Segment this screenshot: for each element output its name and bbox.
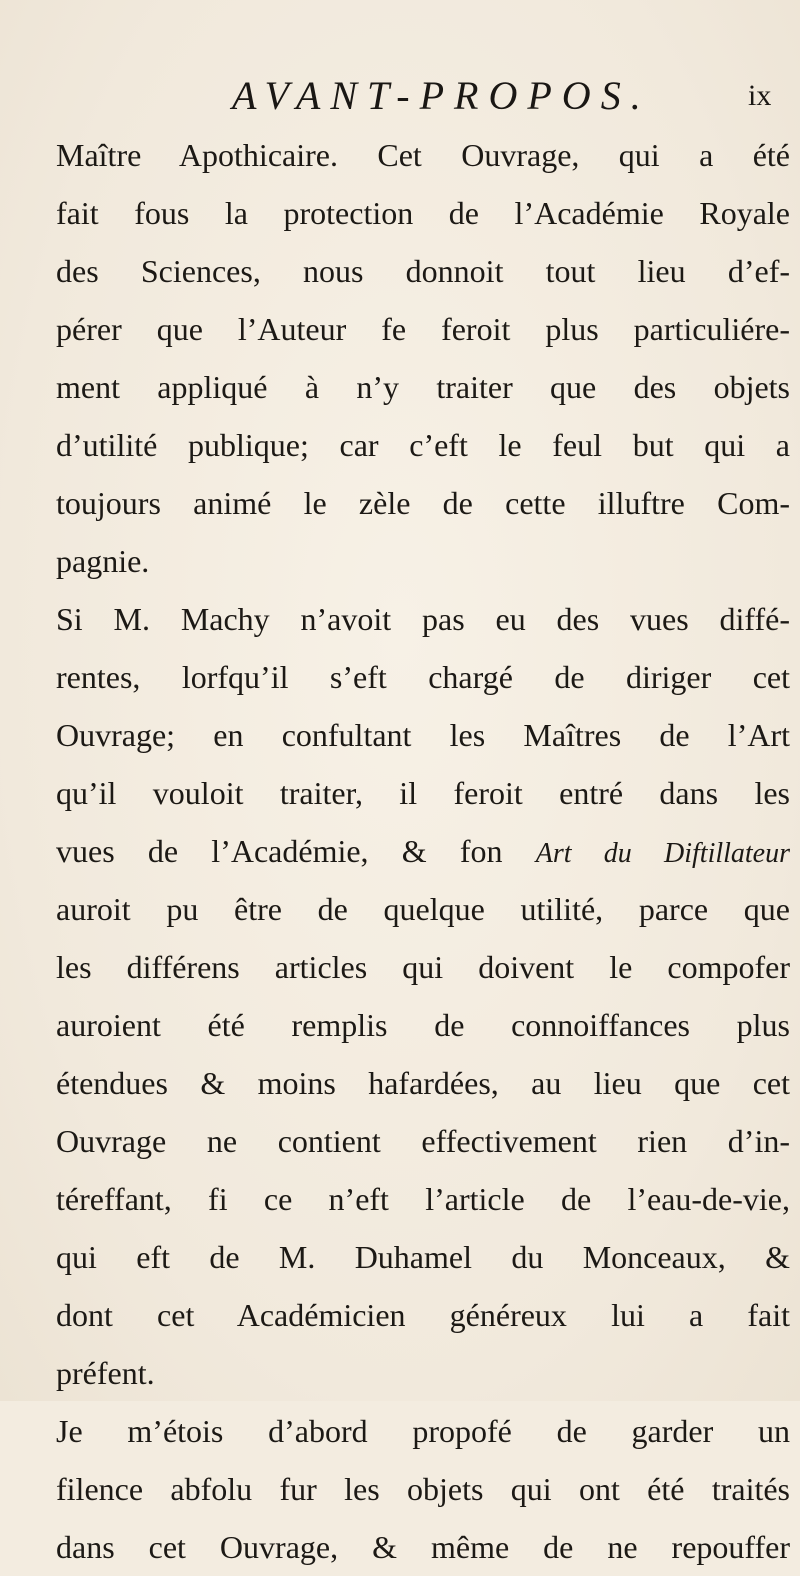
text-line: qu’il vouloit traiter, il feroit entré dans les	[56, 775, 790, 811]
text-line-paragraph-end: pagnie.	[56, 543, 150, 579]
text-line: étendues & moins hafardées, au lieu que cet	[56, 1065, 790, 1101]
text-line: dont cet Académicien généreux lui a fait	[56, 1297, 790, 1333]
text-line: d’utilité publique; car c’eft le feul but qui a	[56, 427, 790, 463]
text-line: dans cet Ouvrage, & même de ne repouffer	[56, 1529, 790, 1565]
text-line: les différens articles qui doivent le compofer	[56, 949, 790, 985]
text-line: des Sciences, nous donnoit tout lieu d’ef-	[56, 253, 790, 289]
text-line: auroient été remplis de connoiffances plus	[56, 1007, 790, 1043]
body-text	[56, 126, 790, 1576]
text-line: qui eft de M. Duhamel du Monceaux, &	[56, 1239, 790, 1275]
text-line: ment appliqué à n’y traiter que des objets	[56, 369, 790, 405]
text-line: fait fous la protection de l’Académie Royale	[56, 195, 790, 231]
text-line: téreffant, fi ce n’eft l’article de l’eau-de-vie,	[56, 1181, 790, 1217]
text-line: auroit pu être de quelque utilité, parce que	[56, 891, 790, 927]
text-line: toujours animé le zèle de cette illuftre Com-	[56, 485, 790, 521]
running-title: AVANT-PROPOS.	[232, 73, 651, 118]
text-line: Si M. Machy n’avoit pas eu des vues diffé-	[56, 601, 790, 637]
text-line: Je m’étois d’abord propofé de garder un	[56, 1413, 790, 1449]
text-line: Ouvrage; en confultant les Maîtres de l’Art	[56, 717, 790, 753]
text-line: vues de l’Académie, & fon Art du Diftillateur	[56, 833, 790, 869]
text-line: filence abfolu fur les objets qui ont été traités	[56, 1471, 790, 1507]
text-line: rentes, lorfqu’il s’eft chargé de diriger cet	[56, 659, 790, 695]
text-line: Ouvrage ne contient effectivement rien d’in-	[56, 1123, 790, 1159]
running-head	[0, 68, 800, 124]
page-number: ix	[748, 79, 772, 112]
text-line: pérer que l’Auteur fe feroit plus particuliére-	[56, 311, 790, 347]
text-line: Maître Apothicaire. Cet Ouvrage, qui a été	[56, 137, 790, 173]
book-title-italic: Art du Diftillateur	[535, 838, 790, 869]
text-line-paragraph-end: préfent.	[56, 1355, 155, 1391]
